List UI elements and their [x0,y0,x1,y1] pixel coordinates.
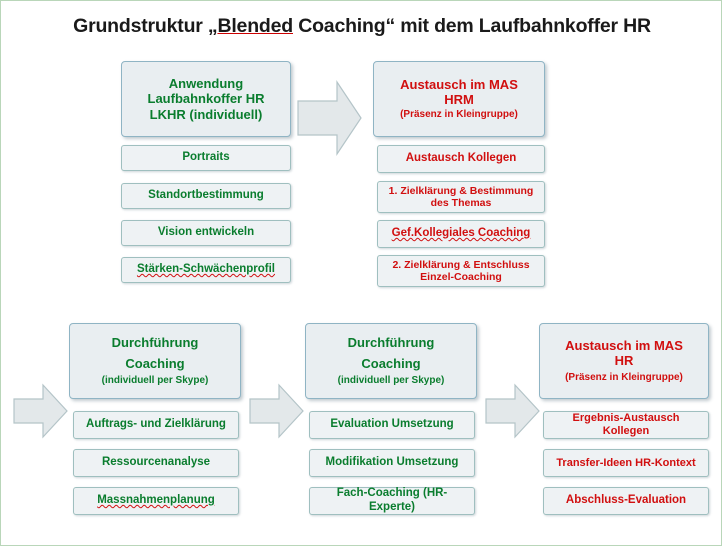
item-label: Stärken-Schwächenprofil [136,263,276,276]
arrow-coaching1-to-coaching2 [249,383,305,439]
item-label: Standortbestimmung [148,189,264,202]
header-line-3: LKHR (individuell) [149,106,263,122]
page-title [1,15,722,38]
item-zielklaerung-2[interactable] [377,255,545,287]
header-sub: (Präsenz in Kleingruppe) [400,109,518,121]
header-line-1: Austausch im MAS [565,337,683,353]
item-massnahmenplanung[interactable] [73,487,239,515]
item-label: Gef.Kollegiales Coaching [391,227,531,240]
header-sub: (Präsenz in Kleingruppe) [565,372,683,384]
header-line-2: HR [614,353,634,369]
header-line-2: HRM [444,92,474,108]
header-sub: (individuell per Skype) [337,375,445,387]
item-label: Vision entwickeln [157,226,255,239]
header-line-1: Durchführung [347,334,435,350]
item-zielklaerung-1[interactable] [377,181,545,213]
item-ergebnis-austausch-kollegen[interactable] [543,411,709,439]
item-label: Auftrags- und Zielklärung [86,418,226,431]
item-portraits[interactable] [121,145,291,171]
header-line-2: Coaching [125,356,185,372]
header-austausch-mas-hrm[interactable] [373,61,545,137]
header-anwendung[interactable] [121,61,291,137]
header-line-2: Coaching [361,356,421,372]
item-auftrags-zielklaerung[interactable] [73,411,239,439]
header-line-1: Austausch im MAS [400,76,518,92]
item-label: Portraits [182,151,230,164]
arrow-row2-entry [13,383,69,439]
item-abschluss-evaluation[interactable] [543,487,709,515]
item-label: Transfer-Ideen HR-Kontext [556,456,696,469]
item-label: Austausch Kollegen [405,152,517,165]
item-austausch-kollegen[interactable] [377,145,545,173]
title-part2: Coaching“ mit dem Laufbahnkoffer HR [292,15,651,37]
header-austausch-mas-hr[interactable] [539,323,709,399]
arrow-coaching2-to-mashr [485,383,541,439]
item-label: Ergebnis-Austausch Kollegen [572,412,680,437]
title-part1: Grundstruktur „ [73,15,218,37]
item-transfer-ideen[interactable] [543,449,709,477]
header-line-2: Laufbahnkoffer HR [147,91,265,107]
header-line-1: Durchführung [111,334,199,350]
item-label: Modifikation Umsetzung [325,456,459,469]
title-underlined-word: Blended [217,15,293,37]
item-modifikation-umsetzung[interactable] [309,449,475,477]
header-sub: (individuell per Skype) [101,375,209,387]
item-standortbestimmung[interactable] [121,183,291,209]
header-line-1: Anwendung [168,76,244,91]
item-fach-coaching[interactable] [309,487,475,515]
item-label: 1. Zielklärung & Bestimmung des Themas [388,184,534,209]
item-label: Evaluation Umsetzung [330,418,454,431]
arrow-anwendung-to-mashrm [297,79,363,157]
item-label: Ressourcenanalyse [101,456,211,469]
item-vision-entwickeln[interactable] [121,220,291,246]
header-durchfuehrung-coaching-2[interactable] [305,323,477,399]
item-label: 2. Zielklärung & Entschluss Einzel-Coaching [392,258,530,283]
item-label: Abschluss-Evaluation [565,494,687,507]
header-durchfuehrung-coaching-1[interactable] [69,323,241,399]
item-evaluation-umsetzung[interactable] [309,411,475,439]
item-ressourcenanalyse[interactable] [73,449,239,477]
item-label: Massnahmenplanung [97,494,215,507]
item-label: Fach-Coaching (HR-Experte) [336,487,448,513]
item-gef-kollegiales-coaching[interactable] [377,220,545,248]
item-staerken-schwaechenprofil[interactable] [121,257,291,283]
